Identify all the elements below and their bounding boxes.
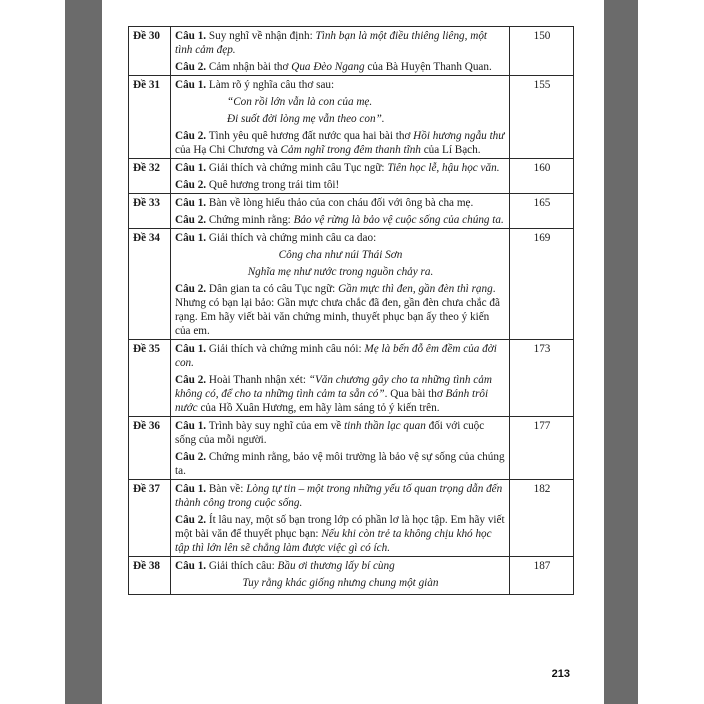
de-label: Đề 30: [129, 27, 171, 76]
table-row: [129, 159, 574, 194]
verse-line: Công cha như núi Thái Sơn: [278, 249, 403, 261]
question-2: Câu 2. Hoài Thanh nhận xét: “Văn chương gây cho ta những tình cảm không có, để cho ta những tình cảm ta sẵn có”. Qua bài thơ Bánh trôi nước của Hồ Xuân Hương, em hãy làm sáng tỏ ý kiến trên.: [175, 374, 492, 414]
question-1: Câu 1. Trình bày suy nghĩ của em về tinh thần lạc quan đối với cuộc sống của mỗi người.: [175, 420, 485, 446]
question-1: Câu 1. Bàn về: Lòng tự tin – một trong những yếu tố quan trọng dẫn đến thành công trong cuộc sống.: [175, 483, 503, 509]
table-row: [129, 340, 574, 417]
verse-line: Tuy rằng khác giống nhưng chung một giàn: [242, 577, 439, 589]
right-background-margin: [604, 0, 638, 704]
question-2: Câu 2. Dân gian ta có câu Tục ngữ: Gần mực thì đen, gần đèn thì rạng. Nhưng có bạn lại bảo: Gần mực chưa chắc đã đen, gần đèn chưa chắc đã rạng. Em hãy viết bài văn chứng minh, thuyết phục bạn ấy theo ý kiến của em.: [175, 283, 500, 337]
question-2: Câu 2. Chứng minh rằng: Bảo vệ rừng là bảo vệ cuộc sống của chúng ta.: [175, 214, 504, 226]
de-content: [171, 194, 510, 229]
de-label: Đề 36: [129, 417, 171, 480]
question-2: Câu 2. Chứng minh rằng, bảo vệ môi trường là bảo vệ sự sống của chúng ta.: [175, 451, 505, 477]
page-ref: 182: [510, 480, 574, 557]
book-page: [102, 0, 604, 704]
question-1: Câu 1. Giải thích câu: Bầu ơi thương lấy bí cùng: [175, 560, 395, 572]
table-row: [129, 194, 574, 229]
de-content: [171, 480, 510, 557]
de-label: Đề 33: [129, 194, 171, 229]
table-of-contents: [128, 26, 574, 595]
page-ref: 173: [510, 340, 574, 417]
question-1: Câu 1. Suy nghĩ về nhận định: Tình bạn là một điều thiêng liêng, một tình cảm đẹp.: [175, 30, 488, 56]
de-content: [171, 229, 510, 340]
question-2: Câu 2. Ít lâu nay, một số bạn trong lớp có phần lơ là học tập. Em hãy viết một bài văn để thuyết phục bạn: Nếu khi còn trẻ ta không chịu khó học tập thì lớn lên sẽ chẳng làm được việc gì có ích.: [175, 514, 505, 554]
de-content: [171, 76, 510, 159]
question-1: Câu 1. Bàn về lòng hiếu thảo của con cháu đối với ông bà cha mẹ.: [175, 197, 474, 209]
table-row: [129, 417, 574, 480]
page-ref: 160: [510, 159, 574, 194]
page-ref: 150: [510, 27, 574, 76]
table-row: [129, 76, 574, 159]
de-label: Đề 31: [129, 76, 171, 159]
page-ref: 165: [510, 194, 574, 229]
verse-line: “Con rồi lớn vẫn là con của mẹ.: [227, 96, 373, 108]
de-label: Đề 35: [129, 340, 171, 417]
de-content: [171, 557, 510, 595]
de-content: [171, 159, 510, 194]
question-1: Câu 1. Giải thích và chứng minh câu ca dao:: [175, 232, 377, 244]
table-row: [129, 480, 574, 557]
question-1: Câu 1. Làm rõ ý nghĩa câu thơ sau:: [175, 79, 335, 91]
page-ref: 169: [510, 229, 574, 340]
de-label: Đề 37: [129, 480, 171, 557]
verse-line: Nghĩa mẹ như nước trong nguồn chảy ra.: [247, 266, 434, 278]
question-1: Câu 1. Giải thích và chứng minh câu Tục ngữ: Tiên học lễ, hậu học văn.: [175, 162, 500, 174]
de-label: Đề 38: [129, 557, 171, 595]
table-row: [129, 27, 574, 76]
de-content: [171, 27, 510, 76]
question-1: Câu 1. Giải thích và chứng minh câu nói: Mẹ là bến đỗ êm đềm của đời con.: [175, 343, 497, 369]
de-label: Đề 34: [129, 229, 171, 340]
page-ref: 187: [510, 557, 574, 595]
question-2: Câu 2. Tình yêu quê hương đất nước qua hai bài thơ Hồi hương ngẫu thư của Hạ Chi Chương và Cảm nghĩ trong đêm thanh tĩnh của Lí Bạch.: [175, 130, 505, 156]
de-label: Đề 32: [129, 159, 171, 194]
de-content: [171, 417, 510, 480]
page-ref: 177: [510, 417, 574, 480]
left-background-margin: [65, 0, 102, 704]
question-2: Câu 2. Quê hương trong trái tim tôi!: [175, 179, 340, 191]
page-ref: 155: [510, 76, 574, 159]
table-row: [129, 229, 574, 340]
verse-line: Đi suốt đời lòng mẹ vẫn theo con”.: [227, 113, 385, 125]
table-row: [129, 557, 574, 595]
de-content: [171, 340, 510, 417]
page-number: 213: [551, 668, 570, 680]
question-2: Câu 2. Cảm nhận bài thơ Qua Đèo Ngang của Bà Huyện Thanh Quan.: [175, 61, 492, 73]
